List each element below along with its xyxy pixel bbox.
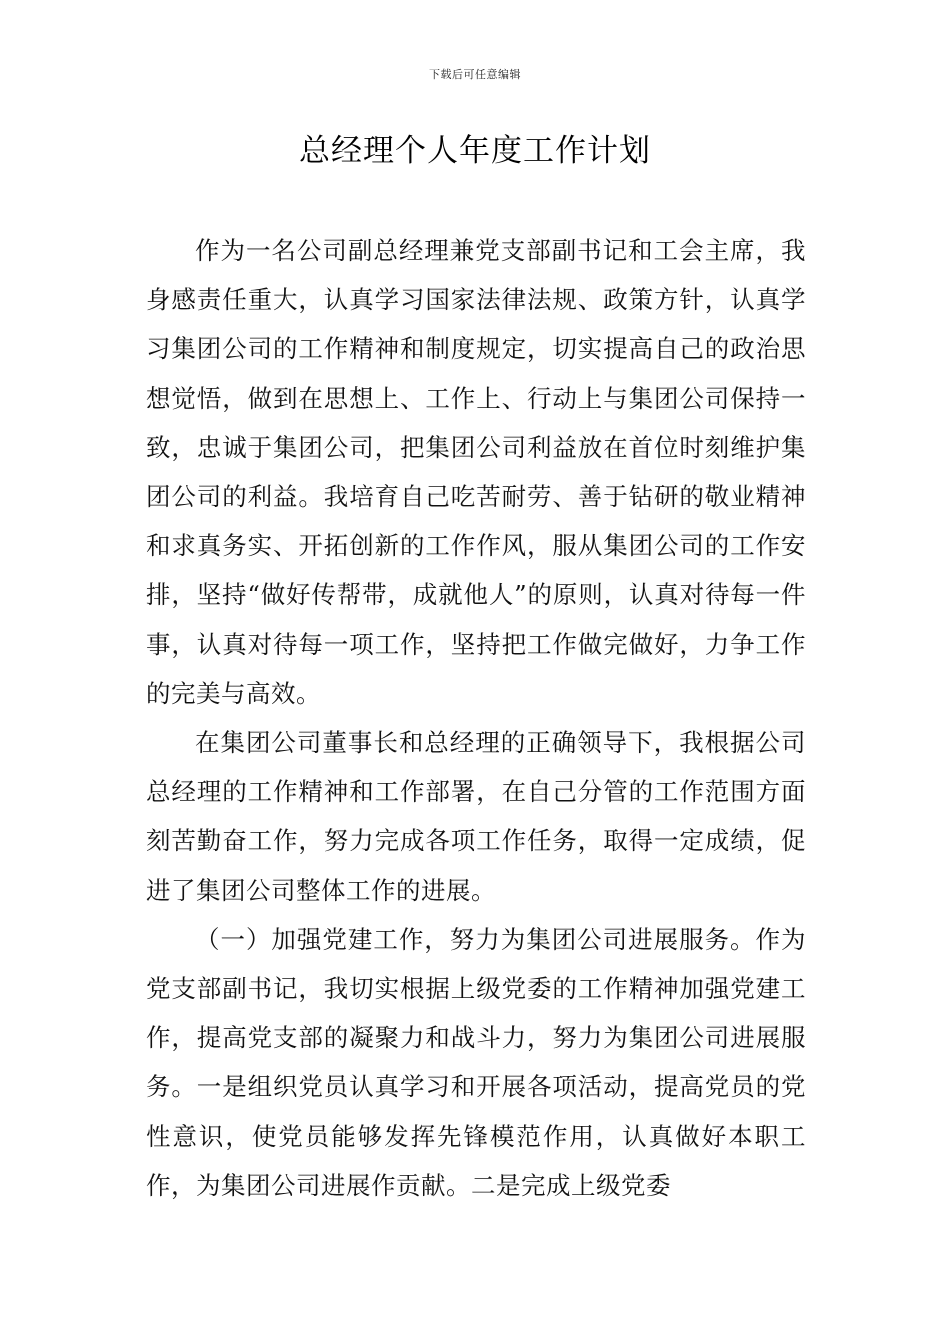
paragraph-1: 作为一名公司副总经理兼党支部副书记和工会主席，我身感责任重大，认真学习国家法律法规、政策方针，认真学习集团公司的工作精神和制度规定，切实提高自己的政治思想觉悟，做到在思想上、工作上、行动上与集团公司保持一致，忠诚于集团公司，把集团公司利益放在首位时刻维护集团公司的利益。我培育自己吃苦耐劳、善于钻研的敬业精神和求真务实、开拓创新的工作作风，服从集团公司的工作安排，坚持“做好传帮带，成就他人”的原则，认真对待每一件事，认真对待每一项工作，坚持把工作做完做好，力争工作的完美与高效。 [146,236,806,708]
header-note: 下载后可任意编辑 [429,68,521,81]
document-body [146,226,806,1210]
document-title: 总经理个人年度工作计划 [299,133,651,169]
paragraph-3: （一）加强党建工作，努力为集团公司进展服务。作为党支部副书记，我切实根据上级党委的工作精神加强党建工作，提高党支部的凝聚力和战斗力，努力为集团公司进展服务。一是组织党员认真学习和开展各项活动，提高党员的党性意识，使党员能够发挥先锋模范作用，认真做好本职工作，为集团公司进展作贡献。二是完成上级党委 [146,924,806,1200]
paragraph-2: 在集团公司董事长和总经理的正确领导下，我根据公司总经理的工作精神和工作部署，在自己分管的工作范围方面刻苦勤奋工作，努力完成各项工作任务，取得一定成绩，促进了集团公司整体工作的进展。 [146,728,806,905]
